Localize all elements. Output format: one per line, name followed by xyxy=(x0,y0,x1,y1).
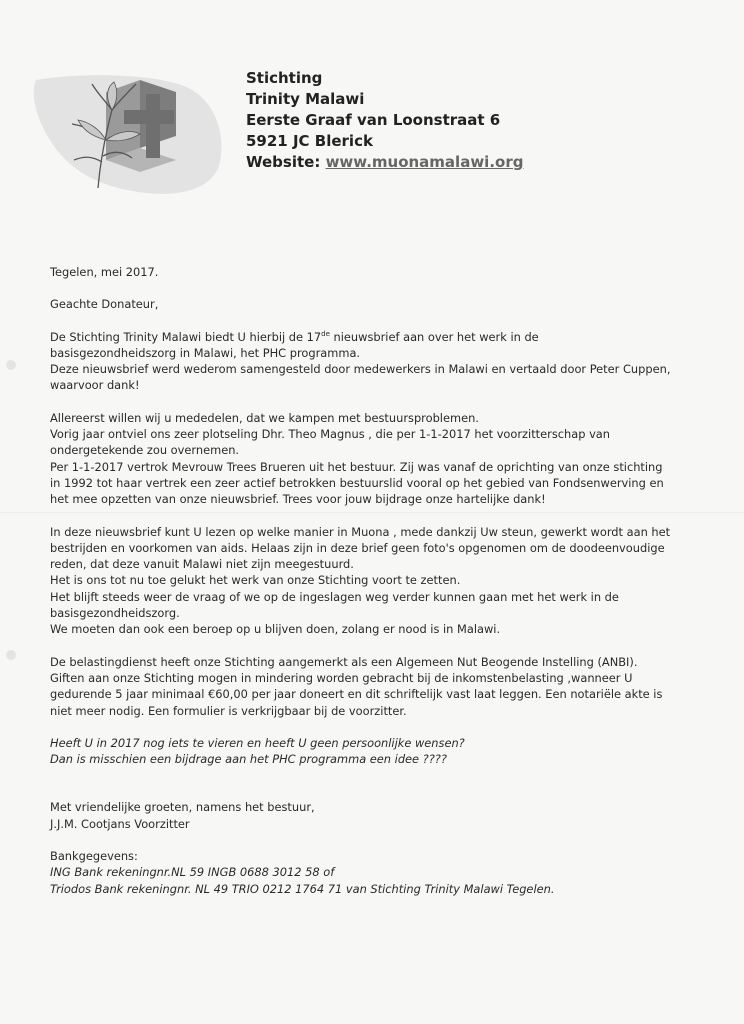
signature-block xyxy=(50,799,710,832)
text-line: niet meer nodig. Een formulier is verkrijgbaar bij de voorzitter. xyxy=(50,703,407,718)
letterhead xyxy=(246,68,523,173)
bank-heading: Bankgegevens: xyxy=(50,849,138,864)
org-street: Eerste Graaf van Loonstraat 6 xyxy=(246,111,501,129)
org-name-line2: Trinity Malawi xyxy=(246,90,365,108)
text-line: Giften aan onze Stichting mogen in mindering worden gebracht bij de inkomstenbelasting ,wanneer U xyxy=(50,670,633,685)
text-line: Het blijft steeds weer de vraag of we op de ingeslagen weg verder kunnen gaan met het werk in de xyxy=(50,589,619,604)
text-line: De Stichting Trinity Malawi biedt U hierbij de 17de nieuwsbrief aan over het werk in de xyxy=(50,329,539,344)
text-line: gedurende 5 jaar minimaal €60,00 per jaar doneert en dit schriftelijk vast laat leggen. Een notariële akte is xyxy=(50,687,663,702)
signer: J.J.M. Cootjans Voorzitter xyxy=(50,816,190,831)
paragraph-board xyxy=(50,410,710,508)
closing: Met vriendelijke groeten, namens het bestuur, xyxy=(50,800,315,815)
paragraph-anbi xyxy=(50,654,710,719)
text-line: ondergetekende zou overnemen. xyxy=(50,443,240,458)
text-line: Per 1-1-2017 vertrok Mevrouw Trees Brueren uit het bestuur. Zij was vanaf de oprichting van onze stichting xyxy=(50,459,663,474)
paragraph-appeal xyxy=(50,735,710,768)
org-name-line1: Stichting xyxy=(246,69,323,87)
punch-hole xyxy=(6,650,16,660)
text-line: basisgezondheidszorg in Malawi, het PHC programma. xyxy=(50,345,361,360)
text-line: Het is ons tot nu toe gelukt het werk van onze Stichting voort te zetten. xyxy=(50,573,461,588)
text-line: in 1992 tot haar vertrek een zeer actief betrokken bestuurslid vooral op het gebied van Fondsenwerving en xyxy=(50,475,664,490)
text-line: Dan is misschien een bijdrage aan het PHC programma een idee ???? xyxy=(50,752,447,767)
bank-account-triodos: Triodos Bank rekeningnr. NL 49 TRIO 0212 1764 71 van Stichting Trinity Malawi Tegelen. xyxy=(50,881,555,896)
text-line: Heeft U in 2017 nog iets te vieren en heeft U geen persoonlijke wensen? xyxy=(50,735,465,750)
org-postal-city: 5921 JC Blerick xyxy=(246,132,373,150)
text-line: Allereerst willen wij u mededelen, dat we kampen met bestuursproblemen. xyxy=(50,410,479,425)
website-label: Website: xyxy=(246,153,321,171)
text-line: We moeten dan ook een beroep op u blijven doen, zolang er nood is in Malawi. xyxy=(50,622,501,637)
bank-details xyxy=(50,848,710,897)
text-line: Vorig jaar ontviel ons zeer plotseling Dhr. Theo Magnus , die per 1-1-2017 het voorzitterschap van xyxy=(50,427,611,442)
foundation-logo xyxy=(28,70,228,200)
salutation: Geachte Donateur, xyxy=(50,297,159,312)
text-line: het mee opzetten van onze nieuwsbrief. Trees voor jouw bijdrage onze hartelijke dank! xyxy=(50,492,546,507)
text-line: basisgezondheidszorg. xyxy=(50,606,180,621)
text-line: De belastingdienst heeft onze Stichting aangemerkt als een Algemeen Nut Beogende Instelling (ANBI). xyxy=(50,654,638,669)
text-line: waarvoor dank! xyxy=(50,378,140,393)
org-website-line xyxy=(246,152,523,173)
text-line: reden, dat deze vanuit Malawi niet zijn meegestuurd. xyxy=(50,557,354,572)
text-line: bestrijden en voorkomen van aids. Helaas zijn in deze brief geen foto's opgenomen om de doodeenvoudige xyxy=(50,540,665,555)
letter-body xyxy=(50,264,710,897)
place-date: Tegelen, mei 2017. xyxy=(50,265,159,279)
punch-hole xyxy=(6,360,16,370)
website-link[interactable]: www.muonamalawi.org xyxy=(325,153,524,171)
paragraph-newsletter xyxy=(50,524,710,638)
paper-fold-line xyxy=(0,512,744,513)
bank-account-ing: ING Bank rekeningnr.NL 59 INGB 0688 3012 58 of xyxy=(50,865,335,880)
text-line: Deze nieuwsbrief werd wederom samengesteld door medewerkers in Malawi en vertaald door Peter Cuppen, xyxy=(50,362,671,377)
paragraph-intro xyxy=(50,329,710,394)
text-line: In deze nieuwsbrief kunt U lezen op welke manier in Muona , mede dankzij Uw steun, gewerkt wordt aan het xyxy=(50,524,671,539)
